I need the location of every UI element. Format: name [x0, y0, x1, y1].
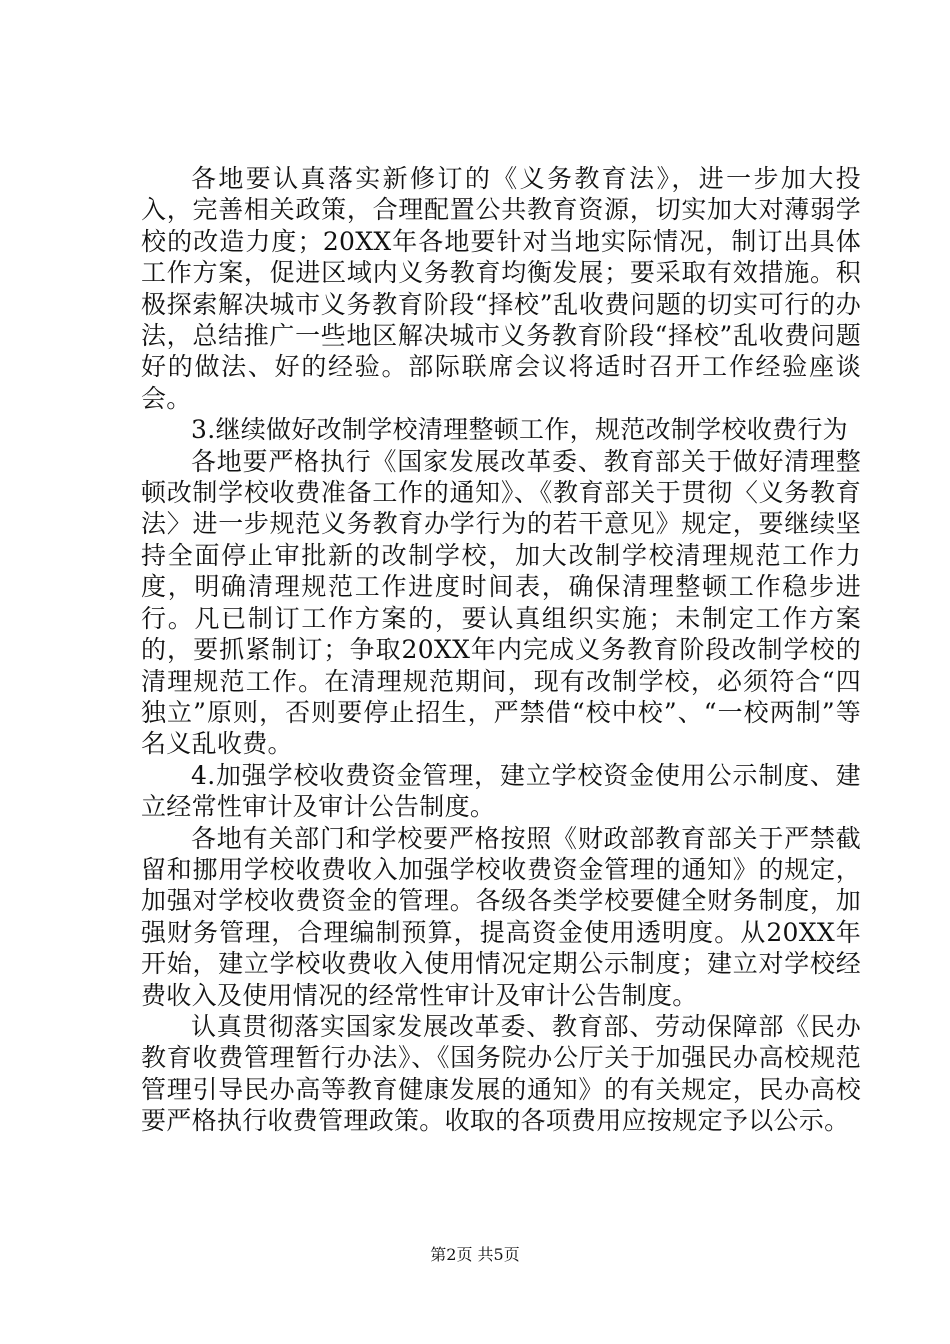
heading-item-3-restructured-schools: 3.继续做好改制学校清理整顿工作，规范改制学校收费行为 [191, 415, 848, 445]
paragraph-fee-fund-management: 各地有关部门和学校要严格按照《财政部教育部关于严禁截留和挪用学校收费收入加强学校收费资金管理的通知》的规定，加强对学校收费资金的管理。各级各类学校要健全财务制度，加强财务管理，合理编制预算，提高资金使用透明度。从20XX年开始，建立学校收费收入使用情况定期公示制度；建立对学校经费收入及使用情况的经常性审计及审计公告制度。 [141, 823, 861, 1010]
page-number-footer: 第2页 共5页 [430, 1245, 520, 1264]
document-body [141, 163, 861, 1137]
paragraph-private-education-fees: 认真贯彻落实国家发展改革委、教育部、劳动保障部《民办教育收费管理暂行办法》、《国务院办公厅关于加强民办高校规范管理引导民办高等教育健康发展的通知》的有关规定，民办高校要严格执行收费管理政策。收取的各项费用应按规定予以公示。 [141, 1011, 861, 1136]
paragraph-restructured-schools: 各地要严格执行《国家发展改革委、教育部关于做好清理整顿改制学校收费准备工作的通知》、《教育部关于贯彻〈义务教育法〉进一步规范义务教育办学行为的若干意见》规定，要继续坚持全面停止审批新的改制学校，加大改制学校清理规范工作力度，明确清理规范工作进度时间表，确保清理整顿工作稳步进行。凡已制订工作方案的，要认真组织实施；未制定工作方案的，要抓紧制订；争取20XX年内完成义务教育阶段改制学校的清理规范工作。在清理规范期间，现有改制学校，必须符合“四独立”原则，否则要停止招生，严禁借“校中校”、“一校两制”等名义乱收费。 [141, 446, 861, 759]
paragraph-compulsory-education-law: 各地要认真落实新修订的《义务教育法》，进一步加大投入，完善相关政策，合理配置公共教育资源，切实加大对薄弱学校的改造力度；20XX年各地要针对当地实际情况，制订出具体工作方案，促进区域内义务教育均衡发展；要采取有效措施。积极探索解决城市义务教育阶段“择校”乱收费问题的切实可行的办法，总结推广一些地区解决城市义务教育阶段“择校”乱收费问题好的做法、好的经验。部际联席会议将适时召开工作经验座谈会。 [141, 164, 861, 413]
heading-item-4-fee-fund-management: 4.加强学校收费资金管理，建立学校资金使用公示制度、建立经常性审计及审计公告制度。 [141, 760, 861, 822]
